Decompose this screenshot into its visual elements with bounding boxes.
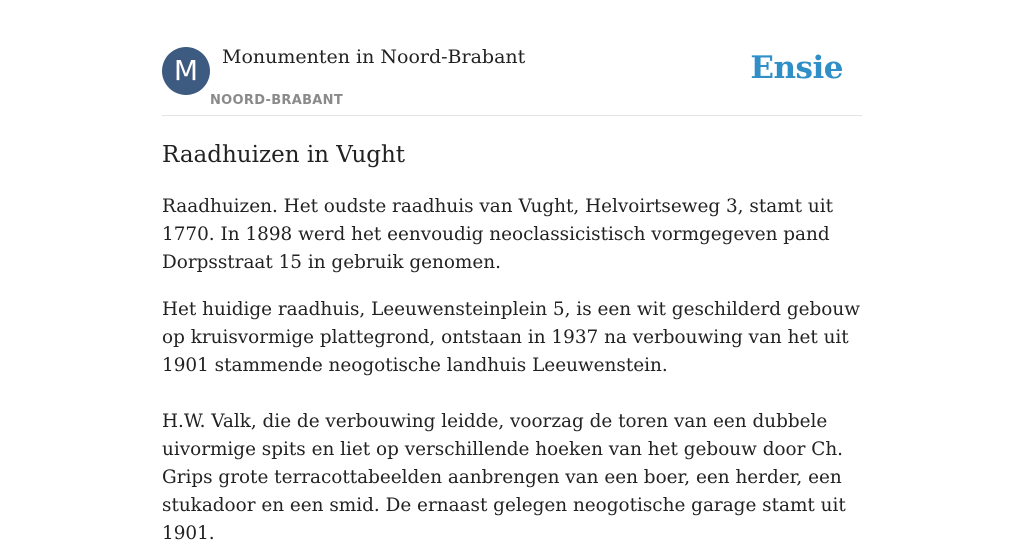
article: [162, 139, 862, 548]
site-title[interactable]: Monumenten in Noord-Brabant: [222, 46, 526, 68]
article-title: Raadhuizen in Vught: [162, 142, 406, 168]
article-paragraph: Het huidige raadhuis, Leeuwensteinplein 5, is een wit geschilderd gebouw op kruisvormige plattegrond, ontstaan in 1937 na verbouwing van het uit 1901 stammende neogotische landhuis Leeuwenstein.: [162, 299, 860, 376]
header: [162, 46, 862, 116]
site-subtitle[interactable]: NOORD-BRABANT: [210, 93, 344, 108]
article-paragraph: Raadhuizen. Het oudste raadhuis van Vught, Helvoirtseweg 3, stamt uit 1770. In 1898 werd het eenvoudig neoclassicistisch vormgegeven pand Dorpsstraat 15 in gebruik genomen.: [162, 196, 833, 273]
article-paragraph: H.W. Valk, die de verbouwing leidde, voorzag de toren van een dubbele uivormige spits en liet op verschillende hoeken van het gebouw door Ch. Grips grote terracottabeelden aanbrengen van een boer, een herder, een stukadoor en een smid. De ernaast gelegen neogotische garage stamt uit 1901.: [162, 411, 846, 544]
brand-logo[interactable]: Ensie: [750, 50, 843, 86]
avatar[interactable]: M: [162, 47, 210, 95]
